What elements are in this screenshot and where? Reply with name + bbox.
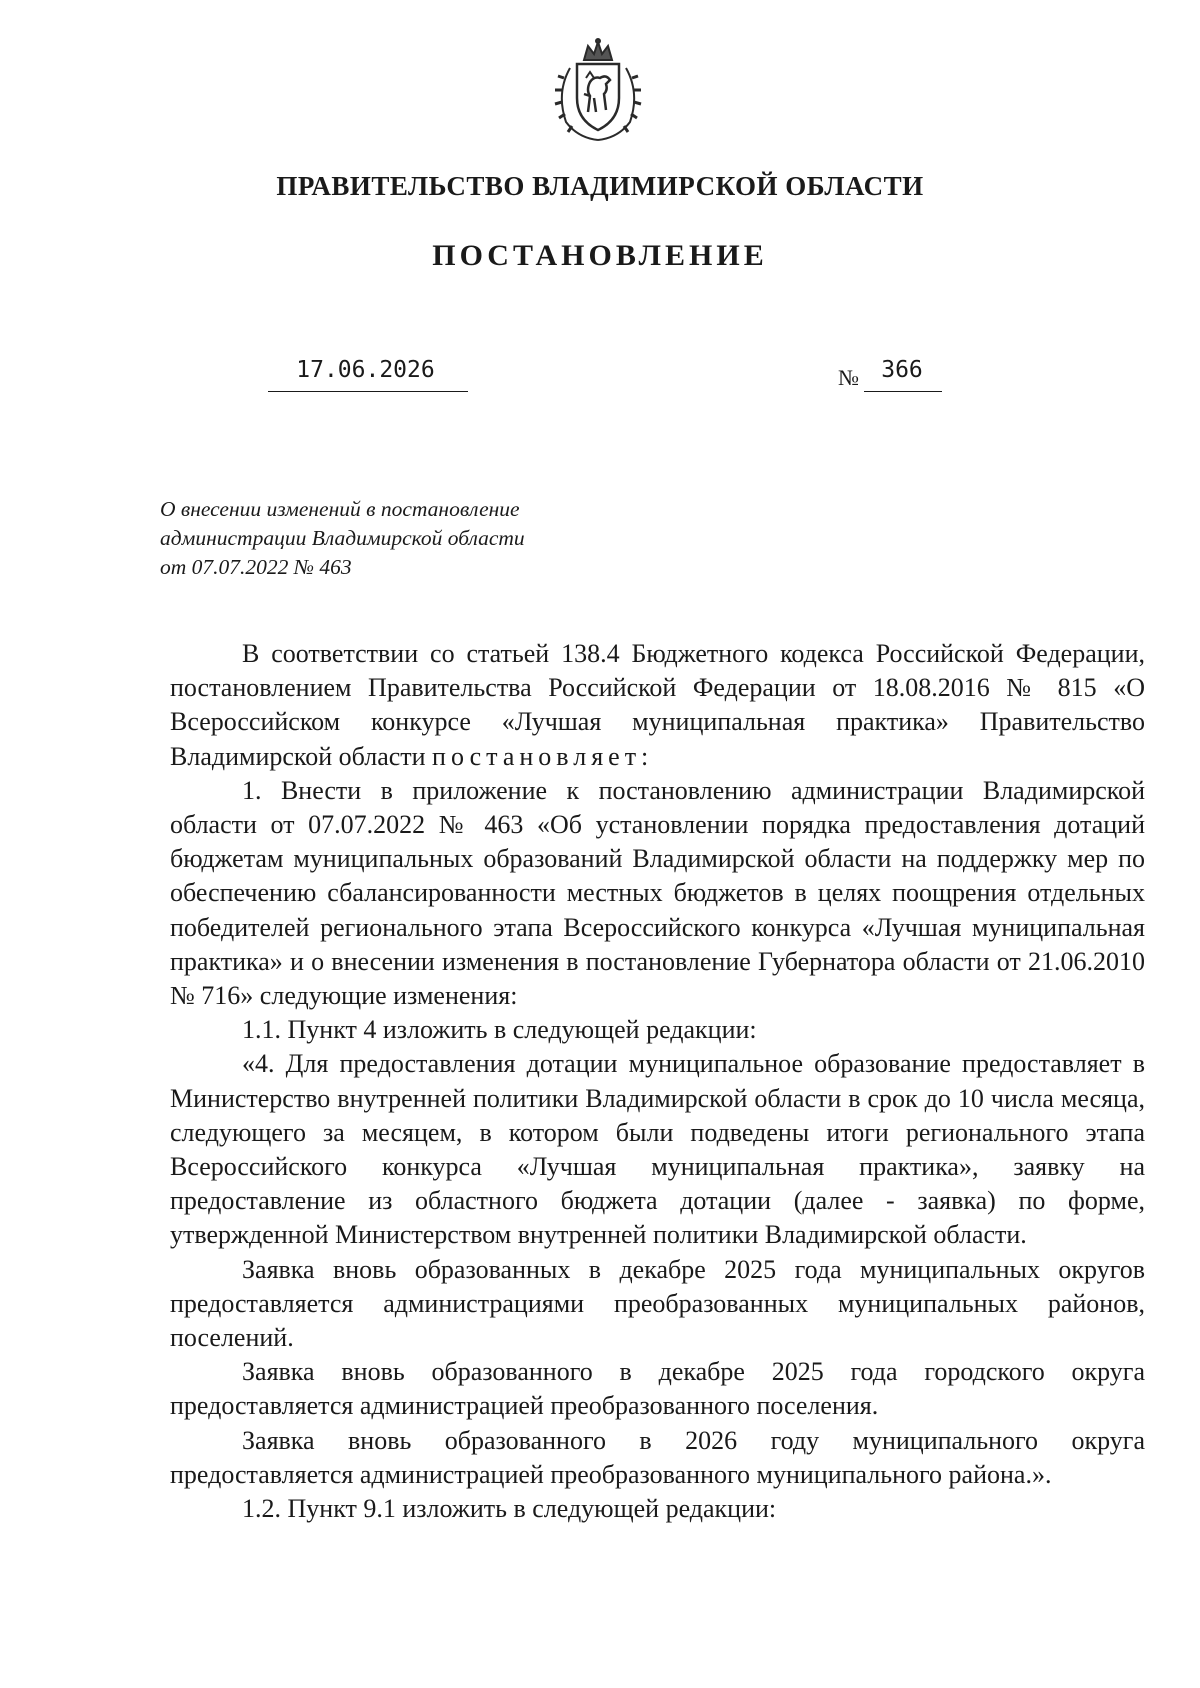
subject-line: администрации Владимирской области (160, 526, 525, 550)
date-underline (268, 391, 468, 392)
document-number: 366 (881, 357, 923, 383)
number-label: № (838, 365, 859, 390)
document-type-title: ПОСТАНОВЛЕНИЕ (432, 239, 768, 272)
body-paragraph: 1.1. Пункт 4 изложить в следующей редакции: (242, 1015, 757, 1045)
body-paragraph: 1. Внести в приложение к постановлению администрации Владимирской области от 07.07.2022 № 463 «Об установлении порядка предоставления дотаций бюджетам муниципальных образований Владимирской области на поддержку мер по обеспечению сбалансированности местных бюджетов в целях поощрения отдельных победителей регионального этапа Всероссийского конкурса «Лучшая муниципальная практика» и о внесении изменения в постановление Губернатора области от 21.06.2010 № 716» следующие изменения: (170, 775, 1145, 1011)
document-date: 17.06.2026 (296, 357, 435, 383)
preamble-paragraph (170, 637, 1145, 774)
subject-line: О внесении изменений в постановление (160, 497, 520, 521)
body-paragraph: «4. Для предоставления дотации муниципальное образование предоставляет в Министерство внутренней политики Владимирской области в срок до 10 числа месяца, следующего за месяцем, в котором были подведены итоги регионального этапа Всероссийского конкурса «Лучшая муниципальная практика», заявку на предоставление из областного бюджета дотации (далее - заявка) по форме, утвержденной Министерством внутренней политики Владимирской области. (170, 1049, 1145, 1250)
number-underline (864, 391, 942, 392)
body-paragraph: 1.2. Пункт 9.1 изложить в следующей редакции: (242, 1494, 777, 1524)
document-subject (160, 495, 720, 582)
body-paragraph: Заявка вновь образованного в декабре 2025 года городского округа предоставляется администрацией преобразованного поселения. (170, 1357, 1145, 1421)
subject-line: от 07.07.2022 № 463 (160, 555, 352, 579)
organization-name: ПРАВИТЕЛЬСТВО ВЛАДИМИРСКОЙ ОБЛАСТИ (276, 171, 924, 201)
coat-of-arms-icon (550, 38, 646, 144)
document-body (170, 637, 1145, 1526)
body-paragraph: Заявка вновь образованных в декабре 2025 года муниципальных округов предоставляется администрациями преобразованных муниципальных районов, поселений. (170, 1254, 1145, 1353)
preamble-text: В соответствии со статьей 138.4 Бюджетного кодекса Российской Федерации, постановлением Правительства Российской Федерации от 18.08.2016 № 815 «О Всероссийском конкурсе «Лучшая муниципальная практика» Правительство Владимирской области (170, 639, 1145, 771)
decree-word: постановляет: (432, 741, 654, 771)
body-paragraph: Заявка вновь образованного в 2026 году муниципального округа предоставляется администрацией преобразованного муниципального района.». (170, 1425, 1145, 1489)
